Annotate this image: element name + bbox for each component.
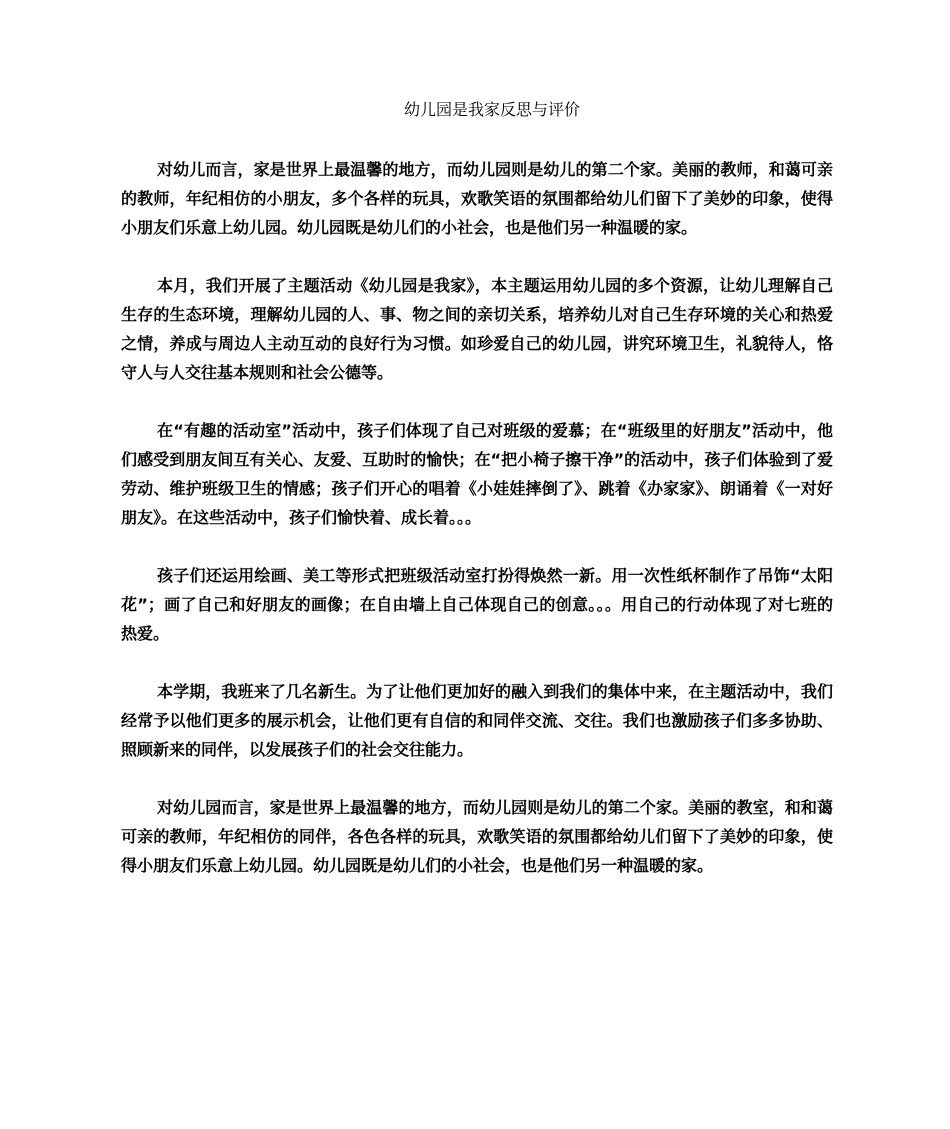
paragraph-2: 本月，我们开展了主题活动《幼儿园是我家》，本主题运用幼儿园的多个资源，让幼儿理解自己生存的生态环境，理解幼儿园的人、事、物之间的亲切关系，培养幼儿对自己生存环境的关心和热爱之情，养成与周边人主动互动的良好行为习惯。如珍爱自己的幼儿园，讲究环境卫生，礼貌待人，恪守人与人交往基本规则和社会公德等。 xyxy=(121,276,833,382)
paragraph-1: 对幼儿而言，家是世界上最温馨的地方，而幼儿园则是幼儿的第二个家。美丽的教师，和蔼可亲的教师，年纪相仿的小朋友，多个各样的玩具，欢歌笑语的氛围都给幼儿们留下了美妙的印象，使得小朋友们乐意上幼儿园。幼儿园既是幼儿们的小社会，也是他们另一种温暖的家。 xyxy=(121,160,833,237)
paragraph-3: 在“有趣的活动室”活动中，孩子们体现了自己对班级的爱慕；在“班级里的好朋友”活动中，他们感受到朋友间互有关心、友爱、互助时的愉快；在“把小椅子擦干净”的活动中，孩子们体验到了爱劳动、维护班级卫生的情感；孩子们开心的唱着《小娃娃摔倒了》、跳着《办家家》、朗诵着《一对好朋友》。在这些活动中，孩子们愉快着、成长着。。。 xyxy=(121,421,833,527)
paragraph-6: 对幼儿园而言，家是世界上最温馨的地方，而幼儿园则是幼儿的第二个家。美丽的教室，和和蔼可亲的教师，年纪相仿的同伴，各色各样的玩具，欢歌笑语的氛围都给幼儿们留下了美妙的印象，使得小朋友们乐意上幼儿园。幼儿园既是幼儿们的小社会，也是他们另一种温暖的家。 xyxy=(121,798,833,875)
document-title: 幼儿园是我家反思与评价 xyxy=(403,100,580,119)
document-body xyxy=(121,155,833,909)
paragraph-5: 本学期，我班来了几名新生。为了让他们更加好的融入到我们的集体中来，在主题活动中，我们经常予以他们更多的展示机会，让他们更有自信的和同伴交流、交往。我们也激励孩子们多多协助、照顾新来的同伴，以发展孩子们的社会交往能力。 xyxy=(121,682,833,759)
paragraph-4: 孩子们还运用绘画、美工等形式把班级活动室打扮得焕然一新。用一次性纸杯制作了吊饰“太阳花”；画了自己和好朋友的画像；在自由墙上自己体现自己的创意。。。用自己的行动体现了对七班的热爱。 xyxy=(121,566,833,643)
